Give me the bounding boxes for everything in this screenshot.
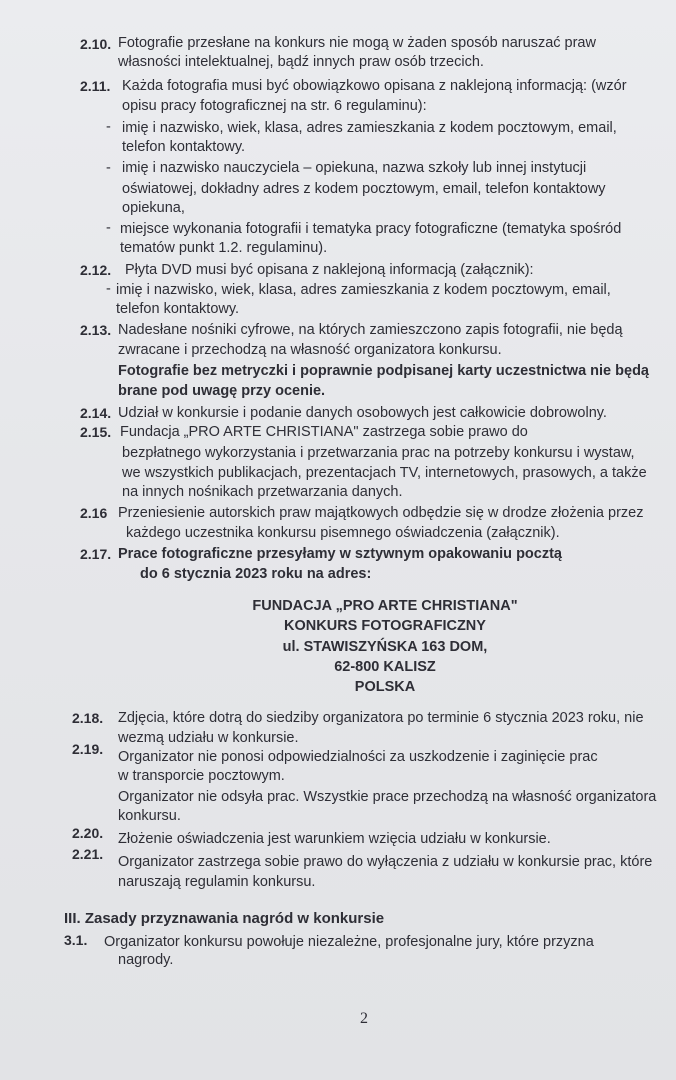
item-text-line: bezpłatnego wykorzystania i przetwarzania prac na potrzeby konkursu i wystaw,: [122, 445, 635, 461]
item-text-line: Nadesłane nośniki cyfrowe, na których zamieszczono zapis fotografii, nie będą: [118, 322, 623, 338]
item-number: 2.11.: [80, 78, 111, 94]
item-text-line: we wszystkich publikacjach, prezentacjach TV, internetowych, prasowych, a także: [122, 465, 647, 481]
item-bold-line: do 6 stycznia 2023 roku na adres:: [140, 566, 372, 582]
item-number: 2.15.: [80, 424, 112, 440]
bullet-text-line: miejsce wykonania fotografii i tematyka pracy fotograficzne (tematyka spośród: [120, 221, 622, 237]
item-text-line: opisu pracy fotograficznej na str. 6 regulaminu):: [122, 98, 427, 114]
item-number: 2.10.: [80, 36, 112, 52]
item-number: 2.13.: [80, 322, 112, 338]
item-text-line: Fotografie przesłane na konkurs nie mogą w żaden sposób naruszać praw: [118, 35, 596, 51]
item-text-line: Udział w konkursie i podanie danych osobowych jest całkowicie dobrowolny.: [118, 405, 607, 421]
item-text-line: nagrody.: [118, 952, 174, 968]
item-text-line: Przeniesienie autorskich praw majątkowych odbędzie się w drodze złożenia przez: [118, 505, 644, 521]
bullet-dash: -: [106, 281, 111, 297]
bullet-text-line: imię i nazwisko, wiek, klasa, adres zamieszkania z kodem pocztowym, email,: [122, 120, 617, 136]
bullet-text-line: opiekuna,: [122, 200, 185, 216]
item-text-line: Organizator konkursu powołuje niezależne, profesjonalne jury, które przyzna: [104, 934, 594, 950]
item-text-line: Zdjęcia, które dotrą do siedziby organizatora po terminie 6 stycznia 2023 roku, nie: [118, 710, 644, 726]
item-number: 2.18.: [72, 710, 104, 726]
item-number: 2.12.: [80, 262, 112, 278]
page-number: 2: [360, 1010, 368, 1027]
address-line: 62-800 KALISZ: [334, 659, 436, 675]
bullet-text-line: telefon kontaktowy.: [122, 139, 246, 155]
item-bold-line: Fotografie bez metryczki i poprawnie podpisanej karty uczestnictwa nie będą: [118, 363, 649, 379]
item-text-line: w transporcie pocztowym.: [118, 768, 285, 784]
item-text-line: Złożenie oświadczenia jest warunkiem wzięcia udziału w konkursie.: [118, 831, 551, 847]
item-number: 2.17.: [80, 546, 112, 562]
bullet-text-line: oświatowej, dokładny adres z kodem pocztowym, email, telefon kontaktowy: [122, 181, 606, 197]
item-text-line: na innych nośnikach przetwarzania danych.: [122, 484, 403, 500]
item-text-line: Organizator nie ponosi odpowiedzialności za uszkodzenie i zaginięcie prac: [118, 749, 598, 765]
bullet-text-line: imię i nazwisko nauczyciela – opiekuna, nazwa szkoły lub innej instytucji: [122, 160, 587, 176]
item-text-line: Fundacja „PRO ARTE CHRISTIANA" zastrzega sobie prawo do: [120, 424, 528, 440]
bullet-dash: -: [106, 220, 111, 236]
address-line: FUNDACJA „PRO ARTE CHRISTIANA": [252, 598, 518, 614]
bullet-text-line: telefon kontaktowy.: [116, 301, 240, 317]
item-number: 2.14.: [80, 405, 112, 421]
item-number: 2.16: [80, 505, 108, 521]
item-number: 3.1.: [64, 932, 88, 948]
address-line: POLSKA: [354, 679, 416, 695]
bullet-text-line: imię i nazwisko, wiek, klasa, adres zamieszkania z kodem pocztowym, email,: [116, 282, 611, 298]
section-heading: III. Zasady przyznawania nagród w konkursie: [64, 910, 385, 927]
item-number: 2.21.: [72, 846, 104, 862]
item-text-line: naruszają regulamin konkursu.: [118, 874, 316, 890]
item-text-line: Każda fotografia musi być obowiązkowo opisana z naklejoną informacją: (wzór: [122, 78, 627, 94]
item-number: 2.20.: [72, 825, 104, 841]
item-text-line: każdego uczestnika konkursu pisemnego oświadczenia (załącznik).: [126, 525, 560, 541]
item-text-line: Organizator zastrzega sobie prawo do wyłączenia z udziału w konkursie prac, które: [118, 854, 653, 870]
item-text-line: Organizator nie odsyła prac. Wszystkie prace przechodzą na własność organizatora: [118, 789, 657, 805]
item-number: 2.19.: [72, 741, 104, 757]
bullet-text-line: tematów punkt 1.2. regulaminu).: [120, 240, 328, 256]
item-text-line: konkursu.: [118, 808, 181, 824]
item-text-line: Płyta DVD musi być opisana z naklejoną informacją (załącznik):: [125, 262, 534, 278]
item-text-line: zwracane i przechodzą na własność organizatora konkursu.: [118, 342, 502, 358]
item-text-line: wezmą udziału w konkursie.: [118, 730, 299, 746]
bullet-dash: -: [106, 160, 111, 176]
address-line: KONKURS FOTOGRAFICZNY: [284, 618, 486, 634]
address-line: ul. STAWISZYŃSKA 163 DOM,: [282, 639, 488, 655]
item-bold-line: Prace fotograficzne przesyłamy w sztywnym opakowaniu pocztą: [118, 546, 562, 562]
item-text-line: własności intelektualnej, bądź innych praw osób trzecich.: [118, 54, 484, 70]
bullet-dash: -: [106, 119, 111, 135]
item-bold-line: brane pod uwagę przy ocenie.: [118, 383, 326, 399]
